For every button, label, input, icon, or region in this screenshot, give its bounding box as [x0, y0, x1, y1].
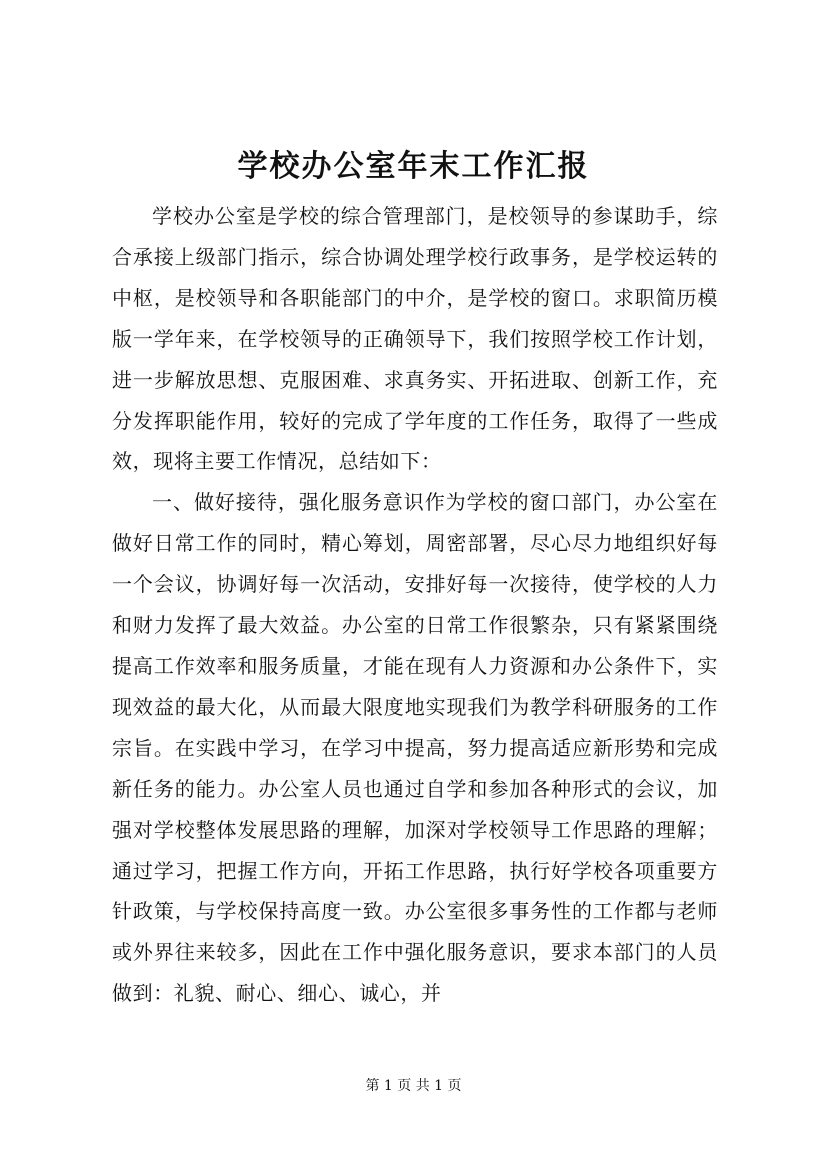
document-title: 学校办公室年末工作汇报: [237, 149, 590, 184]
paragraph-section-one: 一、做好接待，强化服务意识作为学校的窗口部门，办公室在做好日常工作的同时，精心筹划，周密部署，尽心尽力地组织好每一个会议，协调好每一次活动，安排好每一次接待，使学校的人力和财力发挥了最大效益。办公室的日常工作很繁杂，只有紧紧围绕提高工作效率和服务质量，才能在现有人力资源和办公条件下，实现效益的最大化，从而最大限度地实现我们为教学科研服务的工作宗旨。在实践中学习，在学习中提高，努力提高适应新形势和完成新任务的能力。办公室人员也通过自学和参加各种形式的会议，加强对学校整体发展思路的理解，加深对学校领导工作思路的理解；通过学习，把握工作方向，开拓工作思路，执行好学校各项重要方针政策，与学校保持高度一致。办公室很多事务性的工作都与老师或外界往来较多，因此在工作中强化服务意识，要求本部门的人员做到：礼貌、耐心、细心、诚心，并: [112, 490, 718, 1006]
paragraph-intro: 学校办公室是学校的综合管理部门，是校领导的参谋助手，综合承接上级部门指示，综合协调处理学校行政事务，是学校运转的中枢，是校领导和各职能部门的中介，是学校的窗口。求职简历模版一学年来，在学校领导的正确领导下，我们按照学校工作计划，进一步解放思想、克服困难、求真务实、开拓进取、创新工作，充分发挥职能作用，较好的完成了学年度的工作任务，取得了一些成效，现将主要工作情况，总结如下：: [112, 204, 718, 474]
document-body: [112, 196, 718, 1014]
page-footer: 第 1 页 共 1 页: [365, 1078, 462, 1094]
